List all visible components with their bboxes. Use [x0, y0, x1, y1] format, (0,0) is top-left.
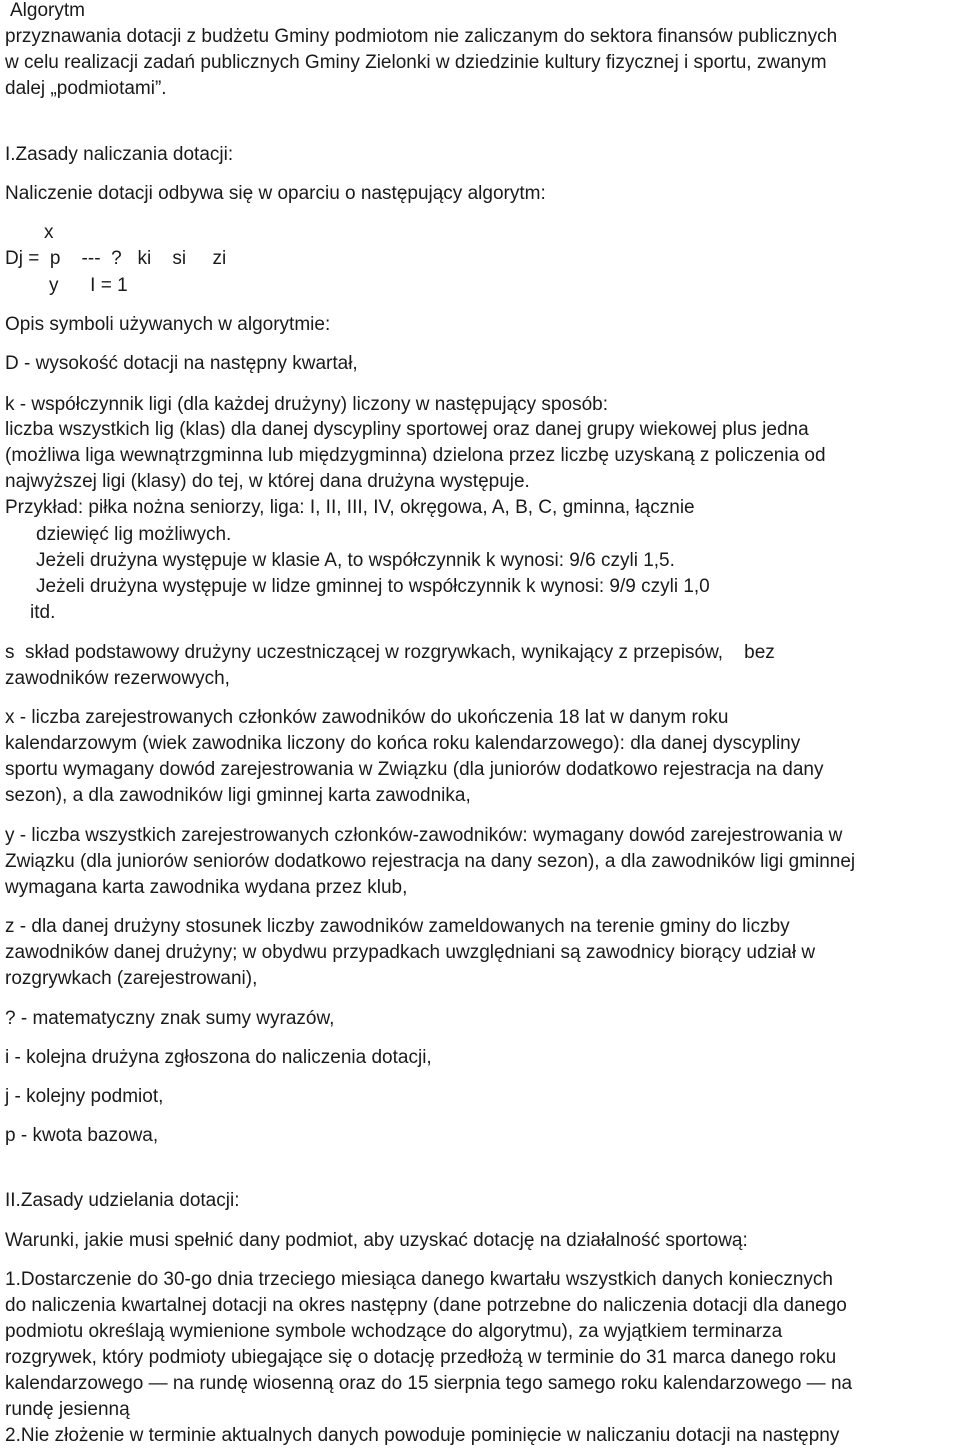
section2-lead: Warunki, jakie musi spełnić dany podmiot, aby uzyskać dotację na działalność sportową:	[5, 1230, 748, 1251]
point2-line: 2.Nie złożenie w terminie aktualnych danych powoduje pominięcie w naliczaniu dotacji na następny	[5, 1425, 840, 1446]
formula-bottom: y I = 1	[49, 275, 128, 296]
point1-line: kalendarzowego — na rundę wiosenną oraz do 15 sierpnia tego samego roku kalendarzowego — na	[5, 1373, 853, 1394]
symbol-k-line: najwyższej ligi (klasy) do tej, w której dana drużyna występuje.	[5, 471, 530, 492]
symbol-y-line: y - liczba wszystkich zarejestrowanych członków-zawodników: wymagany dowód zarejestrowania w	[5, 825, 843, 846]
point1-line: rundę jesienną	[5, 1399, 130, 1420]
symbol-z-line: rozgrywkach (zarejestrowani),	[5, 968, 258, 989]
intro-line: dalej „podmiotami”.	[5, 78, 167, 99]
formula-top: x	[44, 222, 54, 243]
symbol-z-line: z - dla danej drużyny stosunek liczby zawodników zameldowanych na terenie gminy do liczby	[5, 916, 790, 937]
point1-line: do naliczenia kwartalnej dotacji na okres następny (dane potrzebne do naliczenia dotacji dla danego	[5, 1295, 847, 1316]
symbol-p: p - kwota bazowa,	[5, 1125, 159, 1146]
point1-line: 1.Dostarczenie do 30-go dnia trzeciego miesiąca danego kwartału wszystkich danych koniecznych	[5, 1269, 833, 1290]
symbol-k-line: liczba wszystkich lig (klas) dla danej dyscypliny sportowej oraz danej grupy wiekowej plus jedna	[5, 419, 809, 440]
symbol-s-line: zawodników rezerwowych,	[5, 668, 230, 689]
example-line: Przykład: piłka nożna seniorzy, liga: I, II, III, IV, okręgowa, A, B, C, gminna, łącznie	[5, 497, 695, 518]
document-title: Algorytm	[10, 0, 85, 21]
symbol-x-line: x - liczba zarejestrowanych członków zawodników do ukończenia 18 lat w danym roku	[5, 707, 729, 728]
point1-line: podmiotu określają wymienione symbole wchodzące do algorytmu), za wyjątkiem terminarza	[5, 1321, 783, 1342]
symbol-j: j - kolejny podmiot,	[5, 1086, 164, 1107]
symbol-y-line: wymagana karta zawodnika wydana przez klub,	[5, 877, 408, 898]
symbol-x-line: sezon), a dla zawodników ligi gminnej karta zawodnika,	[5, 785, 471, 806]
symbol-x-line: kalendarzowym (wiek zawodnika liczony do końca roku kalendarzowego): dla danej dyscypliny	[5, 733, 801, 754]
section1-heading: I.Zasady naliczania dotacji:	[5, 144, 234, 165]
symbol-y-line: Związku (dla juniorów seniorów dodatkowo rejestracja na dany sezon), a dla zawodników ligi gminnej	[5, 851, 856, 872]
symbol-k-line: k - współczynnik ligi (dla każdej drużyny) liczony w następujący sposób:	[5, 394, 608, 415]
formula-main: Dj = p --- ? ki si zi	[5, 248, 227, 269]
example-line: Jeżeli drużyna występuje w lidze gminnej to współczynnik k wynosi: 9/9 czyli 1,0	[36, 576, 710, 597]
symbol-sum: ? - matematyczny znak sumy wyrazów,	[5, 1008, 335, 1029]
symbol-k-line: (możliwa liga wewnątrzgminna lub międzygminna) dzielona przez liczbę uzyskaną z policzenia od	[5, 445, 826, 466]
example-line: dziewięć lig możliwych.	[36, 524, 232, 545]
symbol-s-line: s skład podstawowy drużyny uczestniczącej w rozgrywkach, wynikający z przepisów, bez	[5, 642, 775, 663]
symbol-i: i - kolejna drużyna zgłoszona do naliczenia dotacji,	[5, 1047, 432, 1068]
intro-line: w celu realizacji zadań publicznych Gminy Zielonki w dziedzinie kultury fizycznej i sportu, zwanym	[5, 52, 827, 73]
section2-heading: II.Zasady udzielania dotacji:	[5, 1190, 240, 1211]
symbol-z-line: zawodników danej drużyny; w obydwu przypadkach uwzględniani są zawodnicy biorący udział w	[5, 942, 816, 963]
symbol-x-line: sportu wymagany dowód zarejestrowania w Związku (dla juniorów dodatkowo rejestracja na dany	[5, 759, 824, 780]
example-line: Jeżeli drużyna występuje w klasie A, to współczynnik k wynosi: 9/6 czyli 1,5.	[36, 550, 675, 571]
example-line: itd.	[30, 602, 56, 623]
symbol-d: D - wysokość dotacji na następny kwartał,	[5, 353, 358, 374]
symbols-heading: Opis symboli używanych w algorytmie:	[5, 314, 331, 335]
point1-line: rozgrywek, który podmioty ubiegające się o dotację przedłożą w terminie do 31 marca danego roku	[5, 1347, 837, 1368]
intro-line: przyznawania dotacji z budżetu Gminy podmiotom nie zaliczanym do sektora finansów publicznych	[5, 26, 838, 47]
section1-lead: Naliczenie dotacji odbywa się w oparciu o następujący algorytm:	[5, 183, 546, 204]
